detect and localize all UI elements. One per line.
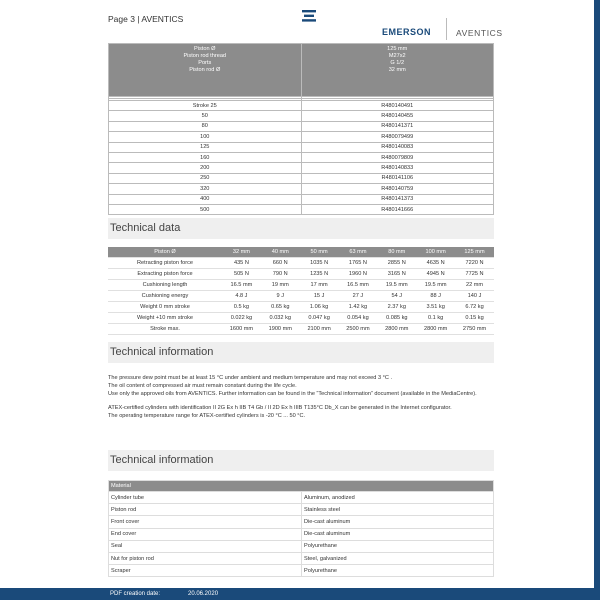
table-cell: 1960 N [339,268,378,279]
material-component: Scraper [109,565,302,577]
material-value: Polyurethane [302,540,494,552]
table-row [109,552,494,564]
stroke-cell: 50 [109,111,302,121]
row-label: Retracting piston force [108,257,222,268]
table-row [109,516,494,528]
technical-data-table [108,247,494,335]
materials-table [108,480,494,577]
table-row [108,257,494,268]
table-row [109,132,494,142]
table-cell: 19 mm [261,279,300,290]
technical-information-text [108,374,494,420]
material-value: Stainless steel [302,504,494,516]
material-value: Steel, galvanized [302,552,494,564]
table-cell: 660 N [261,257,300,268]
stroke-cell: 125 [109,142,302,152]
table-cell: 790 N [261,268,300,279]
table-cell: 1.42 kg [339,301,378,312]
table-cell: 4.8 J [222,290,261,301]
table-row [108,279,494,290]
value-piston-rod-thread: M27x2 [388,53,406,59]
part-number-cell: R480079499 [301,132,494,142]
part-number-cell: R480140455 [301,111,494,121]
table-row [108,290,494,301]
table-cell: 505 N [222,268,261,279]
table-row [109,111,494,121]
material-value: Polyurethane [302,565,494,577]
table-cell: 27 J [339,290,378,301]
table-row [109,204,494,214]
table-cell: 88 J [416,290,455,301]
row-label: Extracting piston force [108,268,222,279]
table-cell: 1235 N [300,268,339,279]
variant-header-left [109,44,302,97]
table-cell: 3.51 kg [416,301,455,312]
column-header: 40 mm [261,247,300,257]
part-number-cell: R480141666 [301,204,494,214]
page-label: Page 3 | AVENTICS [108,14,184,24]
table-row [109,194,494,204]
material-component: Front cover [109,516,302,528]
emerson-logo: EMERSON [382,27,432,37]
column-header: 63 mm [339,247,378,257]
part-number-cell: R480141371 [301,121,494,131]
column-header: 125 mm [455,247,494,257]
column-header: 50 mm [300,247,339,257]
info-line: The operating temperature range for ATEX-certified cylinders is -20 °C ... 50 °C. [108,412,306,419]
table-cell: 17 mm [300,279,339,290]
row-label: Weight +10 mm stroke [108,312,222,323]
table-header-row [109,481,494,492]
table-cell: 2800 mm [416,323,455,334]
part-number-cell: R480141373 [301,194,494,204]
row-label: Stroke max. [108,323,222,334]
header-ports: Ports [198,60,212,66]
table-cell: 19.5 mm [377,279,416,290]
part-number-cell: R480141106 [301,173,494,183]
table-row [109,565,494,577]
table-cell: 7725 N [455,268,494,279]
section-title-technical-information: Technical information [108,342,494,363]
table-header-row [108,247,494,257]
part-number-cell: R480140833 [301,163,494,173]
stroke-cell: 250 [109,173,302,183]
variant-table-header [109,44,494,97]
aventics-logo: AVENTICS [456,28,503,38]
header-piston-diameter: Piston Ø [194,46,216,52]
table-row [108,312,494,323]
table-cell: 0.65 kg [261,301,300,312]
stroke-cell: 400 [109,194,302,204]
table-row [109,142,494,152]
stroke-cell: 320 [109,184,302,194]
materials-header: Material [109,481,494,492]
part-number-cell: R480079809 [301,152,494,162]
table-cell: 4945 N [416,268,455,279]
table-cell: 1765 N [339,257,378,268]
table-cell: 0.085 kg [377,312,416,323]
material-value: Aluminum, anodized [302,492,494,504]
page-footer [0,588,600,600]
table-cell: 140 J [455,290,494,301]
table-cell: 0.022 kg [222,312,261,323]
stroke-cell: 160 [109,152,302,162]
table-row [108,301,494,312]
table-cell: 0.054 kg [339,312,378,323]
material-component: End cover [109,528,302,540]
table-row [109,528,494,540]
table-row [109,492,494,504]
table-cell: 1035 N [300,257,339,268]
table-cell: 7220 N [455,257,494,268]
column-header: 80 mm [377,247,416,257]
table-cell: 0.1 kg [416,312,455,323]
table-row [109,540,494,552]
row-label: Cushioning length [108,279,222,290]
stroke-cell: 200 [109,163,302,173]
page-edge-bar [594,0,600,600]
table-cell: 0.047 kg [300,312,339,323]
material-component: Piston rod [109,504,302,516]
table-cell: 2800 mm [377,323,416,334]
material-component: Cylinder tube [109,492,302,504]
value-ports: G 1/2 [390,60,405,66]
table-row [109,101,494,111]
material-value: Die-cast aluminum [302,528,494,540]
part-number-cell: R480140083 [301,142,494,152]
table-row [108,323,494,334]
table-cell: 2855 N [377,257,416,268]
table-cell: 54 J [377,290,416,301]
emerson-logo-icon [302,10,316,22]
part-number-cell: R480140759 [301,184,494,194]
table-row [109,173,494,183]
table-cell: 0.15 kg [455,312,494,323]
info-line: ATEX-certified cylinders with identification II 2G Ex h IIB T4 Gb / II 2D Ex h IIIB T135°C Db_X can be generated in the Internet configurator. [108,404,452,411]
value-piston-rod-diameter: 32 mm [388,67,406,73]
table-cell: 15 J [300,290,339,301]
logo-divider [446,18,447,40]
table-cell: 1.06 kg [300,301,339,312]
part-number-cell: R480140491 [301,101,494,111]
table-cell: 3165 N [377,268,416,279]
table-cell: 22 mm [455,279,494,290]
table-cell: 4635 N [416,257,455,268]
header-piston-rod-diameter: Piston rod Ø [189,67,221,73]
column-header: 32 mm [222,247,261,257]
material-component: Nut for piston rod [109,552,302,564]
column-header: 100 mm [416,247,455,257]
info-line: The pressure dew point must be at least 15 °C under ambient and medium temperature and may not exceed 3 °C . [108,375,393,381]
table-cell: 6.72 kg [455,301,494,312]
table-row [109,163,494,173]
footer-label: PDF creation date: [110,591,161,597]
info-line: The oil content of compressed air must remain constant during the life cycle. [108,383,297,390]
table-row [108,268,494,279]
value-piston-diameter: 125 mm [387,46,408,52]
section-title-materials: Technical information [108,450,494,471]
stroke-cell: 100 [109,132,302,142]
table-row [109,184,494,194]
table-cell: 16.5 mm [222,279,261,290]
table-row [109,121,494,131]
table-cell: 0.5 kg [222,301,261,312]
product-variant-table [108,43,494,215]
variant-header-right [301,44,494,97]
table-cell: 1600 mm [222,323,261,334]
stroke-cell: Stroke 25 [109,101,302,111]
table-cell: 19.5 mm [416,279,455,290]
table-cell: 0.032 kg [261,312,300,323]
table-row [109,504,494,516]
table-cell: 435 N [222,257,261,268]
table-cell: 1900 mm [261,323,300,334]
info-line: Use only the approved oils from AVENTICS. Further information can be found in the “Technical information” document (available in the MediaCentre). [108,391,477,398]
table-row [109,152,494,162]
table-cell: 2750 mm [455,323,494,334]
material-value: Die-cast aluminum [302,516,494,528]
table-cell: 2500 mm [339,323,378,334]
column-header: Piston Ø [108,247,222,257]
table-cell: 9 J [261,290,300,301]
stroke-cell: 500 [109,204,302,214]
table-cell: 16.5 mm [339,279,378,290]
section-title-technical-data: Technical data [108,218,494,239]
table-cell: 2.37 kg [377,301,416,312]
stroke-cell: 80 [109,121,302,131]
row-label: Weight 0 mm stroke [108,301,222,312]
row-label: Cushioning energy [108,290,222,301]
header-piston-rod-thread: Piston rod thread [183,53,227,59]
material-component: Seal [109,540,302,552]
footer-date: 20.06.2020 [188,591,219,597]
table-cell: 2100 mm [300,323,339,334]
